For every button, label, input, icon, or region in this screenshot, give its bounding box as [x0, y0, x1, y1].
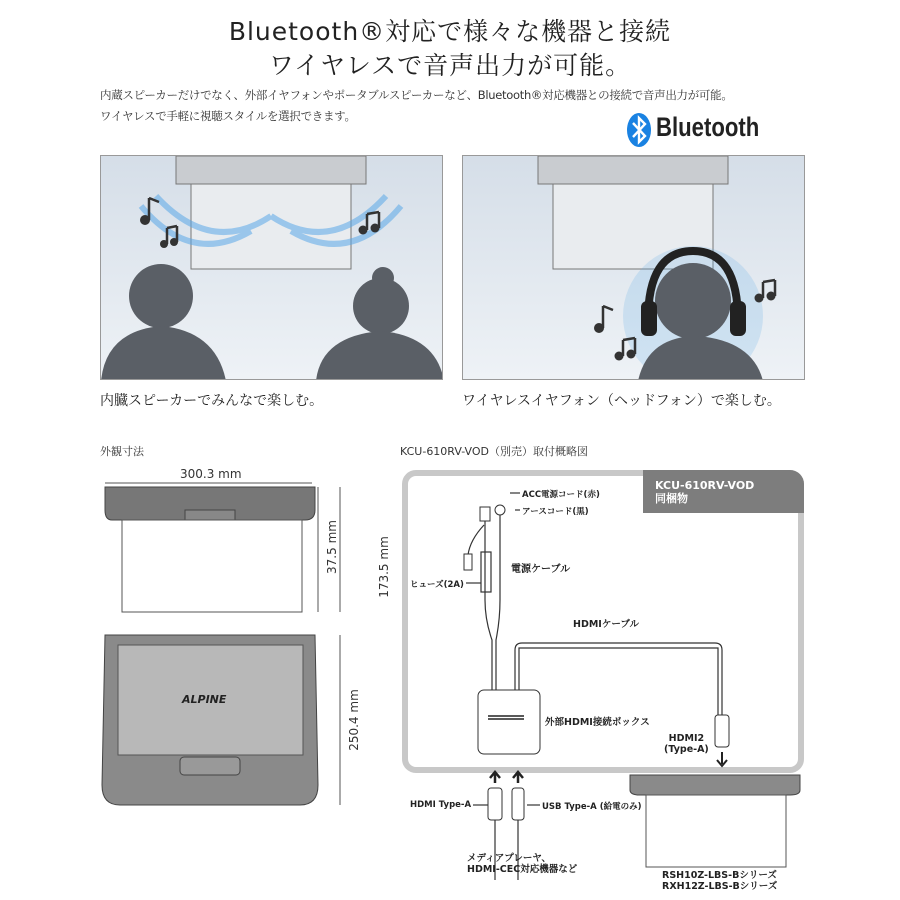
series-1: RSH10Z-LBS-Bシリーズ — [662, 870, 777, 881]
alpine-logo: ALPINE — [182, 693, 227, 706]
speaker-illustration — [100, 155, 443, 380]
description-line-1: 内蔵スピーカーだけでなく、外部イヤフォンやポータブルスピーカーなど、Bluetooth®対応機器との接続で音声出力が可能。 — [100, 88, 733, 102]
width-label: 300.3 mm — [180, 467, 242, 481]
caption-speakers: 内臓スピーカーでみんなで楽しむ。 — [100, 393, 324, 409]
height-label: 250.4 mm — [347, 689, 361, 751]
arrow-up-icon — [490, 772, 523, 783]
caption-headphones: ワイヤレスイヤフォン（ヘッドフォン）で楽しむ。 — [462, 393, 781, 409]
depth-small-label: 37.5 mm — [325, 520, 339, 574]
description-line-2: ワイヤレスで手軽に視聴スタイルを選択できます。 — [100, 109, 356, 123]
power-cable-label: 電源ケーブル — [511, 564, 571, 575]
hdmi-type-a-label: HDMI Type-A — [410, 800, 472, 810]
hdmi-cable-label: HDMIケーブル — [573, 619, 639, 630]
diagram-heading: KCU-610RV-VOD（別売）取付概略図 — [400, 445, 589, 458]
title-line-1: Bluetooth®対応で様々な機器と接続 — [228, 17, 672, 46]
media-player-label — [467, 853, 577, 875]
hdmi2-line2: (Type-A) — [664, 744, 709, 755]
hdmi-box-label: 外部HDMI接続ボックス — [545, 717, 650, 728]
headphone-illustration — [462, 155, 805, 380]
ground-label: アースコード(黒) — [522, 507, 589, 517]
dimension-drawing — [100, 465, 391, 810]
music-note-icon — [603, 306, 613, 328]
bluetooth-icon — [626, 112, 652, 148]
title-line-2: ワイヤレスで音声出力が可能。 — [268, 51, 632, 80]
usb-type-a-label: USB Type-A (給電のみ) — [542, 802, 642, 812]
kit-included: 同梱物 — [655, 492, 688, 505]
series-2: RXH12Z-LBS-Bシリーズ — [662, 881, 778, 892]
bluetooth-wordmark: Bluetooth — [656, 112, 760, 142]
kit-contents-label — [643, 470, 804, 513]
media-line1: メディアプレーヤ、 — [467, 853, 551, 864]
depth-label: 173.5 mm — [377, 536, 391, 598]
bluetooth-logo — [626, 112, 776, 148]
hdmi2-label — [664, 733, 709, 755]
acc-label: ACC電源コード(赤) — [522, 490, 600, 500]
fuse-label: ヒューズ(2A) — [410, 580, 464, 590]
hdmi2-line1: HDMI2 — [668, 733, 705, 744]
kit-model: KCU-610RV-VOD — [655, 479, 755, 492]
compatible-series — [662, 870, 777, 892]
media-line2: HDMI-CEC対応機器など — [467, 864, 578, 875]
dimensions-heading: 外観寸法 — [100, 445, 144, 458]
